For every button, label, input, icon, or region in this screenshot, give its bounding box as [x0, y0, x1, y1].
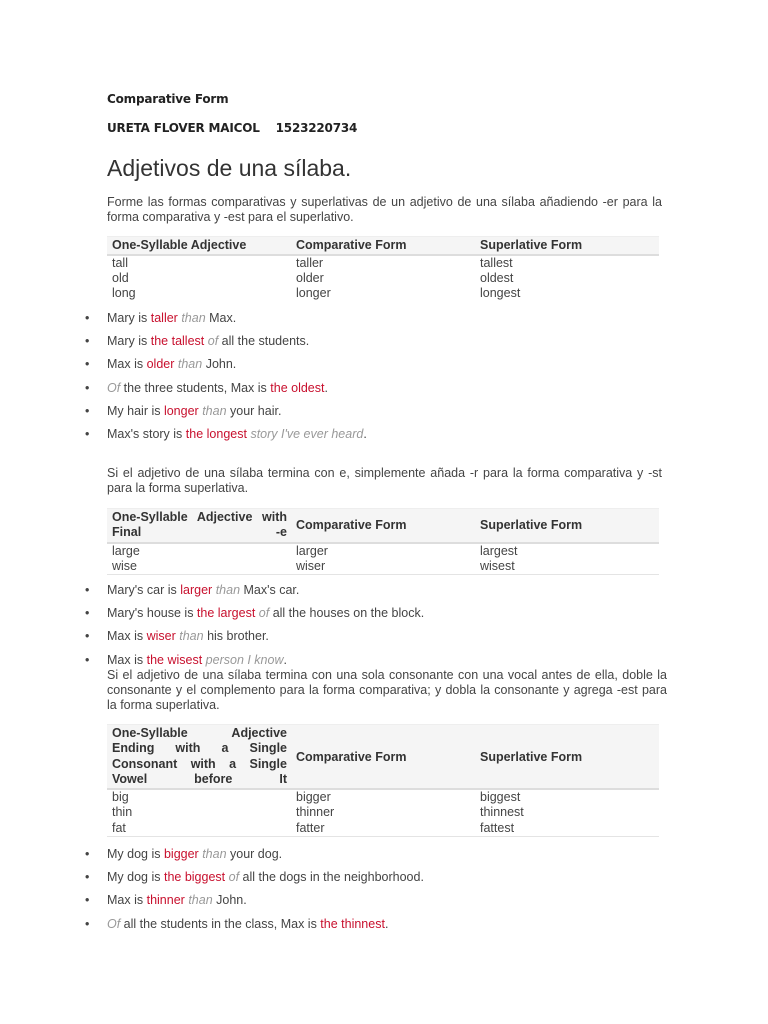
- author-name: URETA FLOVER MAICOL: [107, 121, 260, 135]
- table-cell: bigger: [296, 790, 331, 805]
- bullet-icon: •: [85, 893, 90, 908]
- table-header-cell: One-Syllable Adjective: [107, 237, 291, 255]
- bullet-icon: •: [85, 652, 90, 667]
- list-item: • Max is the wisest person I know. Si el adjetivo de una sílaba termina con una sola consonante con una vocal antes de ella, doble la consonante y el complemento para la forma comparativa; y dobla la consonante y agrega -est para la forma superlativa.: [85, 652, 667, 712]
- page-title: Adjetivos de una sílaba.: [107, 155, 352, 181]
- list-item: • Of all the students in the class, Max is the thinnest.: [85, 916, 389, 931]
- table-row: [107, 543, 659, 559]
- author-line: [107, 121, 357, 135]
- list-item: • Mary is taller than Max.: [85, 311, 237, 325]
- table-cell: biggest: [480, 790, 521, 805]
- table-cell: fat: [107, 821, 291, 837]
- table-row: [107, 559, 659, 575]
- list-item: • Mary's car is larger than Max's car.: [85, 583, 300, 597]
- table-cell: long: [112, 286, 136, 301]
- table-header-cell: Superlative Form: [475, 237, 659, 255]
- bullet-icon: •: [85, 426, 90, 441]
- table-header-cell: Comparative Form: [291, 509, 475, 543]
- bullet-icon: •: [85, 629, 90, 644]
- table-cell: tall: [112, 255, 128, 270]
- table-header-cell: Superlative Form: [475, 509, 659, 543]
- table-header-cell: Comparative Form: [291, 725, 475, 790]
- bullet-icon: •: [85, 583, 90, 597]
- table-cell: fattest: [475, 821, 659, 837]
- example-list-2: [85, 583, 667, 713]
- table-header-cell: Comparative Form: [291, 237, 475, 255]
- bullet-icon: •: [85, 357, 90, 372]
- list-item: • Max is wiser than his brother.: [85, 629, 269, 644]
- table-final-e: [107, 508, 659, 575]
- table-header-cell: One-Syllable Adjective Ending with a Single Consonant with a Single Vowel before It: [107, 725, 291, 790]
- bullet-icon: •: [85, 380, 90, 395]
- table-row: [107, 271, 659, 286]
- table-cell: wisest: [475, 559, 659, 575]
- table-header-cell: One-Syllable Adjective with Final -e: [107, 509, 291, 543]
- paragraph-final-e: Si el adjetivo de una sílaba termina con e, simplemente añada -r para la forma comparativa y -st para la forma superlativa.: [107, 466, 662, 495]
- bullet-icon: •: [85, 870, 90, 885]
- table-single-consonant: [107, 724, 659, 837]
- table-header-cell: Superlative Form: [475, 725, 659, 790]
- table-one-syllable: [107, 236, 659, 301]
- table-row: [107, 821, 659, 837]
- table-cell: longest: [480, 286, 521, 301]
- list-item: • My hair is longer than your hair.: [85, 403, 282, 418]
- table-cell: longer: [296, 286, 331, 301]
- paragraph-single-consonant: Si el adjetivo de una sílaba termina con una sola consonante con una vocal antes de ella, doble la consonante y el complemento para la forma comparativa; y dobla la consonante y agrega -est para la forma superlativa.: [107, 667, 667, 712]
- bullet-icon: •: [85, 916, 90, 931]
- example-list-1: [85, 311, 667, 450]
- list-item: • My dog is the biggest of all the dogs in the neighborhood.: [85, 870, 424, 885]
- intro-paragraph: Forme las formas comparativas y superlativas de un adjetivo de una sílaba añadiendo -er para la forma comparativa y -est para el superlativo.: [107, 195, 662, 224]
- list-item: • Max is thinner than John.: [85, 893, 247, 908]
- list-item: • Max's story is the longest story I've ever heard.: [85, 426, 367, 441]
- table-cell: old: [112, 270, 129, 285]
- list-item: • Of the three students, Max is the oldest.: [85, 380, 328, 395]
- table-row: [107, 805, 659, 820]
- table-cell: wiser: [291, 559, 475, 575]
- list-item: • Mary's house is the largest of all the houses on the block.: [85, 606, 425, 621]
- author-id: 1523220734: [275, 121, 358, 135]
- table-cell: thinnest: [480, 805, 524, 820]
- table-cell: large: [112, 543, 140, 558]
- list-item: • Max is older than John.: [85, 357, 237, 372]
- table-cell: tallest: [480, 255, 513, 270]
- bullet-icon: •: [85, 334, 90, 349]
- table-row: [107, 789, 659, 805]
- table-cell: fatter: [291, 821, 475, 837]
- table-cell: thinner: [296, 805, 335, 820]
- example-list-3: [85, 847, 667, 940]
- bullet-icon: •: [85, 403, 90, 418]
- table-row: [107, 255, 659, 271]
- document-heading: Comparative Form: [107, 92, 229, 106]
- table-row: [107, 286, 659, 301]
- table-cell: wise: [107, 559, 291, 575]
- table-cell: thin: [112, 805, 133, 820]
- bullet-icon: •: [85, 311, 90, 325]
- table-cell: big: [112, 790, 129, 805]
- table-cell: largest: [480, 543, 518, 558]
- table-cell: older: [296, 270, 324, 285]
- table-cell: larger: [296, 543, 328, 558]
- table-cell: oldest: [480, 270, 514, 285]
- table-cell: taller: [296, 255, 324, 270]
- list-item: • My dog is bigger than your dog.: [85, 847, 283, 861]
- bullet-icon: •: [85, 847, 90, 861]
- bullet-icon: •: [85, 606, 90, 621]
- list-item: • Mary is the tallest of all the students.: [85, 334, 310, 349]
